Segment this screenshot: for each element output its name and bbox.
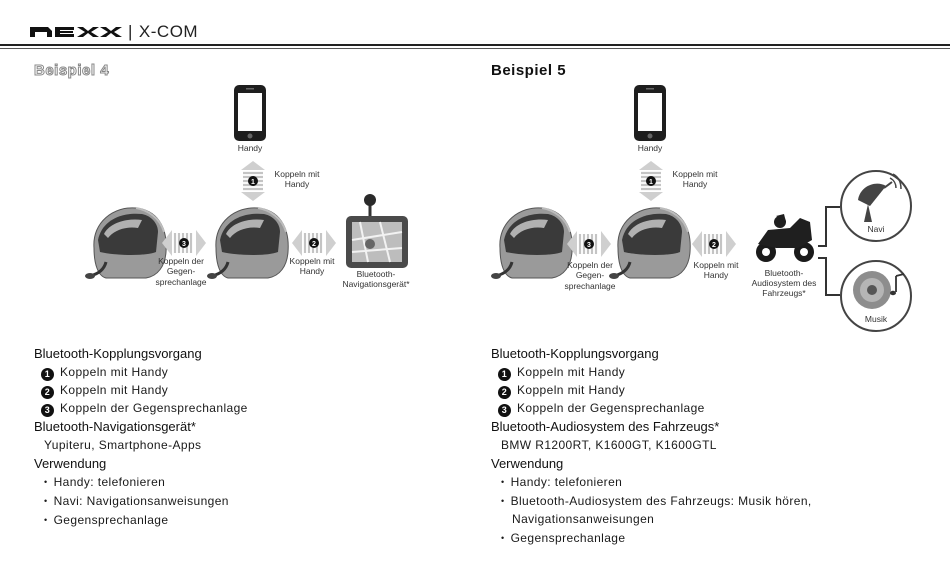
- step-2-number: 2: [712, 242, 716, 249]
- motorcycle-icon: [756, 214, 814, 262]
- bike-label-line3: Fahrzeugs*: [762, 288, 806, 298]
- example4-title: Beispiel 4: [34, 62, 110, 79]
- device-label-line1: Bluetooth-: [356, 269, 396, 279]
- pair-phone-label-line1: Koppeln mit: [274, 169, 320, 179]
- pair-bike-label-line1: Koppeln mit: [693, 260, 739, 270]
- step-item: [491, 381, 931, 399]
- example5-text: [491, 344, 931, 547]
- usage-item: • Bluetooth-Audiosystem des Fahrzeugs: Musik hören,: [491, 492, 931, 510]
- usage-item: • Gegensprechanlage: [34, 511, 454, 529]
- pair-intercom-label-line2: Gegen-: [166, 266, 196, 276]
- example4-text: [34, 344, 454, 529]
- musik-label: Musik: [864, 314, 888, 324]
- pair-intercom-label-line1: Koppeln der: [158, 256, 204, 266]
- pair-intercom-label-line3: sprechanlage: [564, 281, 616, 291]
- usage-heading: Verwendung: [34, 456, 107, 471]
- smartphone-icon: [634, 85, 666, 141]
- step-item: [491, 399, 931, 417]
- step-1-number: 1: [649, 179, 653, 186]
- pair-nav-label-line2: Handy: [299, 266, 325, 276]
- pair-phone-label-line2: Handy: [682, 179, 708, 189]
- device-value: Yupiteru, Smartphone-Apps: [44, 438, 202, 452]
- steps-heading: Bluetooth-Kopplungsvorgang: [491, 346, 659, 361]
- navi-label: Navi: [867, 224, 885, 234]
- device-value: BMW R1200RT, K1600GT, K1600GTL: [501, 438, 717, 452]
- step-item: [491, 363, 931, 381]
- usage-item-continuation: Navigationsanweisungen: [512, 512, 655, 526]
- step-label: Koppeln mit Handy: [60, 383, 169, 397]
- step-number: 1: [498, 368, 511, 381]
- bike-label-line2: Audiosystem des: [751, 278, 817, 288]
- product-name: | X-COM: [128, 22, 199, 41]
- step-label: Koppeln der Gegensprechanlage: [60, 401, 248, 415]
- usage-item: • Handy: telefonieren: [34, 473, 454, 491]
- connector-line: [818, 207, 840, 246]
- device-label-line2: Navigationsgerät*: [342, 279, 410, 289]
- step-number: 3: [41, 404, 54, 417]
- device-heading: Bluetooth-Navigationsgerät*: [34, 419, 196, 434]
- gps-device-icon: [346, 194, 408, 268]
- step-label: Koppeln der Gegensprechanlage: [517, 401, 705, 415]
- pair-bike-label-line2: Handy: [703, 270, 729, 280]
- step-number: 2: [498, 386, 511, 399]
- helmet-icon: [491, 208, 572, 279]
- smartphone-icon: [234, 85, 266, 141]
- helmet-icon: [207, 208, 288, 279]
- pair-phone-label-line1: Koppeln mit: [672, 169, 718, 179]
- step-item: [34, 363, 454, 381]
- step-label: Koppeln mit Handy: [517, 365, 626, 379]
- connector-line: [818, 258, 840, 295]
- usage-item: • Handy: telefonieren: [491, 473, 931, 491]
- step-number: 1: [41, 368, 54, 381]
- step-item: [34, 399, 454, 417]
- handy-label: Handy: [637, 143, 663, 153]
- pair-nav-label-line1: Koppeln mit: [289, 256, 335, 266]
- step-3-number: 3: [182, 241, 186, 248]
- helmet-icon: [609, 208, 690, 279]
- step-label: Koppeln mit Handy: [517, 383, 626, 397]
- step-number: 3: [498, 404, 511, 417]
- pair-intercom-label-line2: Gegen-: [575, 270, 605, 280]
- pair-intercom-label-line1: Koppeln der: [567, 260, 613, 270]
- step-2-number: 2: [312, 241, 316, 248]
- handy-label: Handy: [237, 143, 263, 153]
- helmet-icon: [85, 208, 166, 279]
- step-3-number: 3: [587, 242, 591, 249]
- pair-intercom-label-line3: sprechanlage: [155, 277, 207, 287]
- usage-item: • Navi: Navigationsanweisungen: [34, 492, 454, 510]
- pair-phone-label-line2: Handy: [284, 179, 310, 189]
- usage-item: • Gegensprechanlage: [491, 529, 931, 547]
- usage-heading: Verwendung: [491, 456, 564, 471]
- bike-label-line1: Bluetooth-: [764, 268, 804, 278]
- example5-title: Beispiel 5: [491, 62, 567, 79]
- step-label: Koppeln mit Handy: [60, 365, 169, 379]
- step-item: [34, 381, 454, 399]
- device-heading: Bluetooth-Audiosystem des Fahrzeugs*: [491, 419, 720, 434]
- step-1-number: 1: [251, 179, 255, 186]
- steps-heading: Bluetooth-Kopplungsvorgang: [34, 346, 202, 361]
- step-number: 2: [41, 386, 54, 399]
